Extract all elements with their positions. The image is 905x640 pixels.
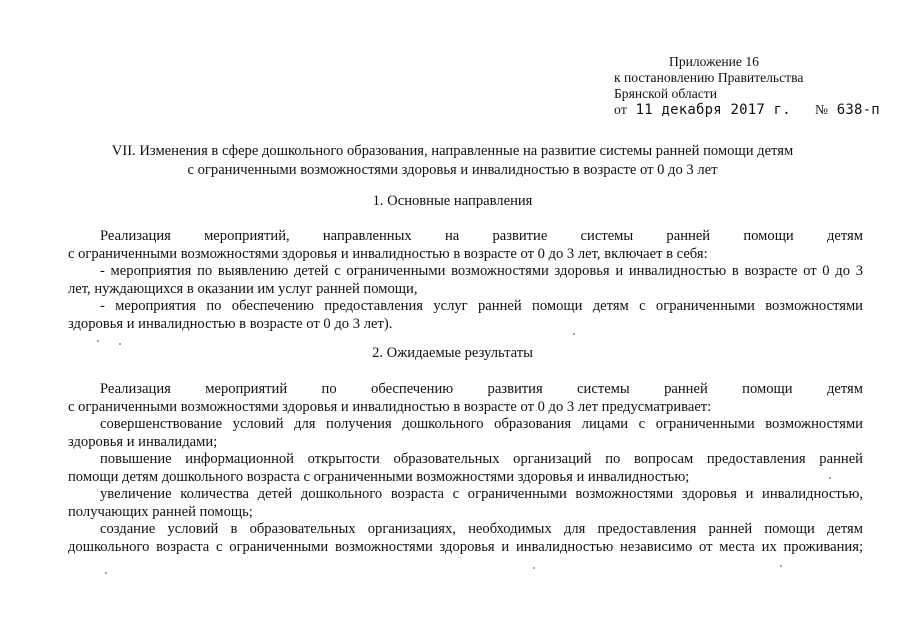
chapter-title-line-2: с ограниченными возможностями здоровья и инвалидностью в возрасте от 0 до 3 лет	[187, 162, 718, 178]
text-line: повышение информационной открытости образовательных организаций по вопросам предоставления ранней	[100, 451, 863, 467]
text-line: дошкольного возраста с ограниченными возможностями здоровья и инвалидностью независимо от места их проживания;	[68, 538, 863, 555]
decree-reference: к постановлению Правительства	[614, 70, 804, 85]
text-line: получающих ранней помощь;	[68, 503, 253, 520]
text-line: лет, нуждающихся в оказании им услуг ранней помощи,	[68, 280, 418, 297]
text-line: с ограниченными возможностями здоровья и инвалидностью в возрасте от 0 до 3 лет, включает в себя:	[68, 245, 708, 262]
text-line: помощи детям дошкольного возраста с ограниченными возможностями здоровья и инвалидностью;	[68, 468, 690, 485]
text-line: с ограниченными возможностями здоровья и инвалидностью в возрасте от 0 до 3 лет предусматривает:	[68, 398, 712, 415]
appendix-number: Приложение 16	[669, 54, 759, 69]
scan-speck	[780, 565, 782, 567]
appendix-header	[614, 54, 880, 118]
text-line: увеличение количества детей дошкольного возраста с ограниченными возможностями здоровья и инвалидностью,	[100, 486, 863, 502]
scan-speck	[573, 333, 575, 335]
section-1-title: 1. Основные направления	[372, 193, 533, 209]
scan-speck	[119, 343, 121, 345]
text-line: - мероприятия по обеспечению предоставления услуг ранней помощи детям с ограниченными возможностями	[100, 298, 863, 314]
scan-speck	[105, 572, 107, 574]
section-1-body	[68, 228, 863, 333]
scan-speck	[533, 567, 535, 569]
scan-speck	[97, 340, 99, 342]
text-line: Реализация мероприятий по обеспечению развития системы ранней помощи детям	[100, 381, 863, 397]
text-line: создание условий в образовательных организациях, необходимых для предоставления ранней помощи детям	[100, 521, 863, 537]
order-date-number	[614, 102, 880, 118]
chapter-title	[0, 142, 905, 180]
text-line: совершенствование условий для получения дошкольного образования лицами с ограниченными возможностями	[100, 416, 863, 432]
chapter-title-line-1: VII. Изменения в сфере дошкольного образования, направленные на развитие системы ранней помощи детям	[111, 143, 794, 159]
section-2-body	[68, 381, 863, 556]
scan-speck	[829, 477, 831, 479]
number-prefix: №	[814, 102, 829, 117]
text-line: Реализация мероприятий, направленных на развитие системы ранней помощи детям	[100, 228, 863, 244]
section-2-title: 2. Ожидаемые результаты	[372, 345, 533, 361]
date-prefix: от	[614, 102, 627, 117]
text-line: здоровья и инвалидностью в возрасте от 0 до 3 лет).	[68, 315, 393, 332]
order-number: 638-п	[836, 102, 880, 118]
text-line: - мероприятия по выявлению детей с ограниченными возможностями здоровья и инвалидностью в возрасте от 0 до 3	[100, 263, 863, 279]
order-date: 11 декабря 2017 г.	[635, 102, 791, 118]
region-name: Брянской области	[614, 86, 717, 101]
text-line: здоровья и инвалидами;	[68, 433, 218, 450]
